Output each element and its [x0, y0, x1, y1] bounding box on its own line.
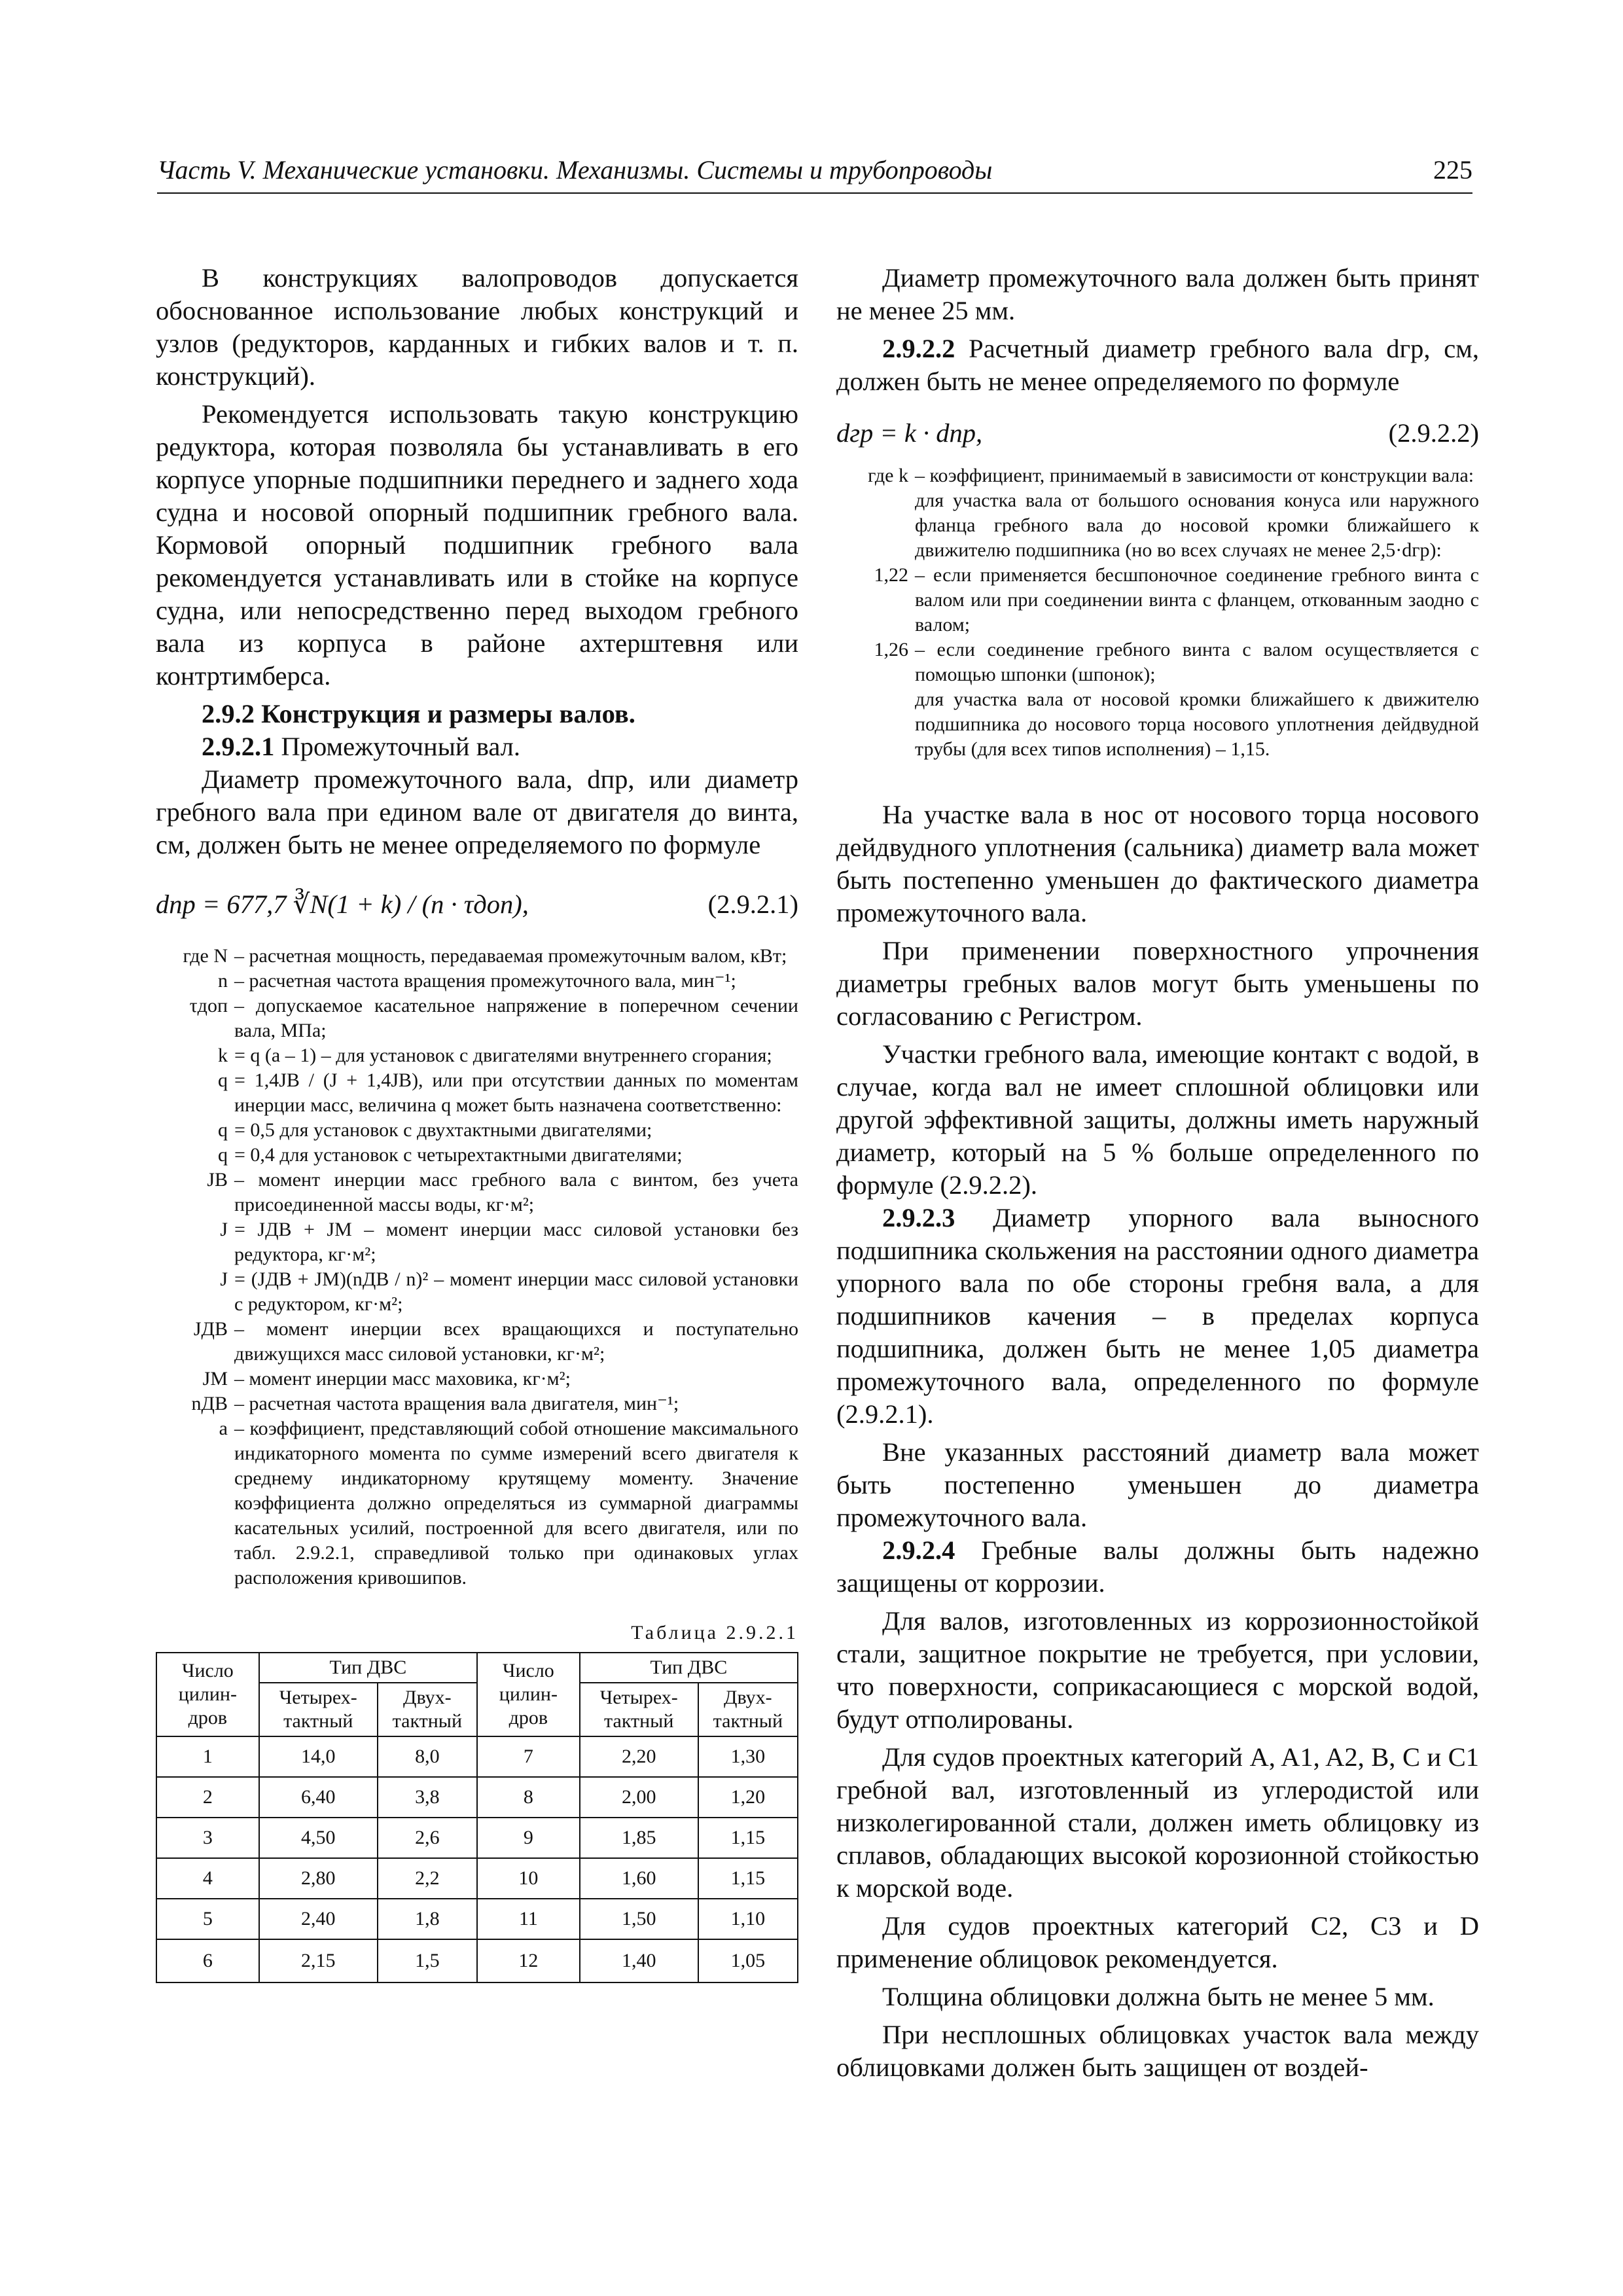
paragraph-text: Гребные валы должны быть надежно защищены от коррозии.	[836, 1535, 1480, 1598]
subsection-number: 2.9.2.2	[882, 334, 955, 363]
table-cell: 1,15	[698, 1858, 798, 1899]
legend-symbol: где k	[868, 465, 908, 486]
legend-item	[156, 1367, 798, 1391]
table-cell: 10	[477, 1858, 580, 1899]
subsection-2-9-2-3	[836, 1202, 1479, 1431]
legend-item	[156, 1267, 798, 1317]
col-header-cylinders: Число цилин-дров	[477, 1653, 580, 1736]
legend-text: для участка вала от носовой кромки ближайшего к движителю подшипника до носового торца носового уплотнения дейдвудной трубы (для всех типов исполнения) – 1,15.	[915, 689, 1479, 760]
paragraph-text: Расчетный диаметр гребного вала dгр, см, должен быть не менее определяемого по формуле	[836, 334, 1479, 396]
table-cell: 1,20	[698, 1777, 798, 1818]
legend-item	[836, 463, 1479, 488]
subsection-heading	[156, 730, 798, 763]
legend-symbol: n	[218, 970, 228, 992]
legend-symbol: 1,26	[874, 639, 908, 660]
paragraph: При несплошных облицовках участок вала между облицовками должен быть защищен от воздей-	[836, 2020, 1479, 2082]
paragraph: На участке вала в нос от носового торца носового дейдвудного уплотнения (сальника) диаметр вала может быть постепенно уменьшен до фактического диаметра промежуточного вала.	[836, 800, 1479, 927]
legend-symbol: 1,22	[874, 564, 908, 586]
table-cell: 1,10	[698, 1899, 798, 1939]
page-header	[157, 154, 1472, 194]
formula-number: (2.9.2.2)	[1388, 418, 1479, 448]
table-cell: 2,2	[378, 1858, 477, 1899]
table-row	[156, 1939, 798, 1982]
legend-item	[836, 637, 1479, 687]
table-cell: 2,6	[378, 1818, 477, 1858]
legend-text: – расчетная мощность, передаваемая промежуточным валом, кВт;	[234, 945, 787, 967]
paragraph: Рекомендуется использовать такую конструкцию редуктора, которая позволяла бы устанавливать в его корпусе упорные подшипники переднего и заднего хода судна и носовой опорный подшипник гребного вала. Кормовой опорный подшипник гребного вала рекомендуется устанавливать или в стойке на корпусе судна, или непосредственно перед выходом гребного вала из корпуса в районе ахтерштевня или контртимберса.	[156, 399, 798, 691]
table-row	[156, 1777, 798, 1818]
col-header-engine-type: Тип ДВС	[580, 1653, 798, 1683]
legend-item	[156, 969, 798, 994]
table-cell: 6	[156, 1939, 259, 1982]
legend-text: – момент инерции всех вращающихся и поступательно движущихся масс силовой установки, кг·м²;	[234, 1318, 798, 1365]
table-cell: 1,30	[698, 1736, 798, 1777]
table-cell: 6,40	[259, 1777, 378, 1818]
legend-symbol: q	[218, 1069, 228, 1091]
legend-symbol: JМ	[202, 1368, 228, 1390]
legend-symbol: a	[219, 1418, 228, 1439]
formula-expression: dпр = 677,7 ∛N(1 + k) / (n · τдоп),	[156, 889, 529, 919]
table-cell: 1,05	[698, 1939, 798, 1982]
table-2-9-2-1	[156, 1652, 798, 1983]
col-header-two-stroke: Двух-тактный	[698, 1683, 798, 1736]
paragraph: Для судов проектных категорий A, A1, A2, B, C и C1 гребной вал, изготовленный из углеродистой или низколегированной стали, должен иметь облицовку из сплавов, обладающих высокой корозионной стойкостью к морской воде.	[836, 1742, 1479, 1903]
legend-symbol: k	[218, 1045, 228, 1066]
legend-item	[156, 944, 798, 969]
legend-item	[156, 994, 798, 1043]
legend-text: = (JДВ + JМ)(nДВ / n)² – момент инерции масс силовой установки с редуктором, кг·м²;	[234, 1268, 798, 1315]
legend-item	[156, 1068, 798, 1118]
table-cell: 14,0	[259, 1736, 378, 1777]
subsection-number: 2.9.2.1	[202, 732, 275, 761]
legend-text: – коэффициент, принимаемый в зависимости от конструкции вала:	[915, 465, 1474, 486]
legend-text: = JДВ + JМ – момент инерции масс силовой установки без редуктора, кг·м²;	[234, 1219, 798, 1265]
table-cell: 1,15	[698, 1818, 798, 1858]
formula-number: (2.9.2.1)	[707, 889, 798, 919]
table-row	[156, 1858, 798, 1899]
legend-symbol: q	[218, 1119, 228, 1141]
table-cell: 2,00	[580, 1777, 698, 1818]
legend-symbol: q	[218, 1144, 228, 1166]
legend-text: = q (a – 1) – для установок с двигателями внутреннего сгорания;	[234, 1045, 772, 1066]
legend-text: = 1,4JВ / (J + 1,4JВ), или при отсутствии данных по моментам инерции масс, величина q может быть назначена соответственно:	[234, 1069, 798, 1116]
table-caption: Таблица 2.9.2.1	[631, 1622, 798, 1643]
table-row	[156, 1736, 798, 1777]
legend-symbol: JВ	[207, 1169, 228, 1191]
table-cell: 1,5	[378, 1939, 477, 1982]
col-header-engine-type: Тип ДВС	[259, 1653, 477, 1683]
table-cell: 2,20	[580, 1736, 698, 1777]
table-cell: 2,15	[259, 1939, 378, 1982]
legend-text: = 0,5 для установок с двухтактными двигателями;	[234, 1119, 652, 1141]
subsection-2-9-2-2	[836, 332, 1479, 398]
legend-item	[156, 1043, 798, 1068]
legend-item	[836, 563, 1479, 637]
paragraph: В конструкциях валопроводов допускается обоснованное использование любых конструкций и узлов (редукторов, карданных и гибких валов и т. п. конструкций).	[156, 263, 798, 391]
paragraph: Диаметр промежуточного вала должен быть принят не менее 25 мм.	[836, 263, 1479, 325]
legend-text: – допускаемое касательное напряжение в поперечном сечении вала, МПа;	[234, 995, 798, 1041]
section-title: Конструкция и размеры валов.	[261, 699, 635, 728]
legend-symbol: J	[220, 1268, 228, 1290]
left-column	[156, 262, 798, 1983]
col-header-four-stroke: Четырех-тактный	[580, 1683, 698, 1736]
paragraph: Вне указанных расстояний диаметр вала может быть постепенно уменьшен до диаметра промежуточного вала.	[836, 1437, 1479, 1532]
table-cell: 1,85	[580, 1818, 698, 1858]
table-cell: 4,50	[259, 1818, 378, 1858]
col-header-cylinders: Число цилин-дров	[156, 1653, 259, 1736]
legend-item	[836, 687, 1479, 762]
page-number: 225	[1433, 155, 1472, 185]
legend-text: – расчетная частота вращения промежуточного вала, мин⁻¹;	[234, 970, 736, 992]
legend-text: = 0,4 для установок с четырехтактными двигателями;	[234, 1144, 683, 1166]
table-cell: 9	[477, 1818, 580, 1858]
table-cell: 8,0	[378, 1736, 477, 1777]
section-heading	[156, 698, 798, 730]
formula-2-9-2-1	[156, 884, 798, 925]
table-cell: 1,40	[580, 1939, 698, 1982]
table-cell: 1,60	[580, 1858, 698, 1899]
legend-text: для участка вала от большого основания конуса или наружного фланца гребного вала до носовой кромки ближайшего к движителю подшипника (но во всех случаях не менее 2,5·dгр):	[915, 490, 1479, 561]
formula-legend	[836, 463, 1479, 762]
paragraph: При применении поверхностного упрочнения диаметры гребных валов могут быть уменьшены по согласованию с Регистром.	[836, 936, 1479, 1031]
header-rule	[157, 192, 1472, 194]
legend-symbol: J	[220, 1219, 228, 1240]
legend-text: – момент инерции масс гребного вала с винтом, без учета присоединенной массы воды, кг·м²;	[234, 1169, 798, 1215]
table-cell: 4	[156, 1858, 259, 1899]
paragraph: Участки гребного вала, имеющие контакт с водой, в случае, когда вал не имеет сплошной облицовки или другой эффективной защиты, должны иметь наружный диаметр, который на 5 % больше определенного по формуле (2.9.2.2).	[836, 1039, 1479, 1200]
table-body	[156, 1736, 798, 1982]
table-cell: 2	[156, 1777, 259, 1818]
table-cell: 3,8	[378, 1777, 477, 1818]
table-cell: 3	[156, 1818, 259, 1858]
right-column	[836, 262, 1479, 2084]
legend-item	[836, 488, 1479, 563]
legend-item	[156, 1143, 798, 1168]
legend-text: – коэффициент, представляющий собой отношение максимального индикаторного момента по сумме измерений всего двигателя к среднему индикаторному крутящему моменту. Значение коэффициента должно определяться из суммарной диаграммы касательных усилий, построенной для всего двигателя, или по табл. 2.9.2.1, справедливой только при одинаковых углах расположения кривошипов.	[234, 1418, 798, 1588]
table-row	[156, 1818, 798, 1858]
formula-2-9-2-2	[836, 412, 1479, 454]
formula-legend	[156, 944, 798, 1590]
table-cell: 8	[477, 1777, 580, 1818]
legend-item	[156, 1168, 798, 1217]
table-cell: 7	[477, 1736, 580, 1777]
col-header-two-stroke: Двух-тактный	[378, 1683, 477, 1736]
subsection-number: 2.9.2.3	[882, 1203, 955, 1232]
table-row	[156, 1899, 798, 1939]
paragraph: Толщина облицовки должна быть не менее 5 мм.	[882, 1982, 1435, 2011]
table-cell: 1,8	[378, 1899, 477, 1939]
table-cell: 2,80	[259, 1858, 378, 1899]
legend-text: – момент инерции масс маховика, кг·м²;	[234, 1368, 571, 1390]
paragraph: Для валов, изготовленных из коррозионностойкой стали, защитное покрытие не требуется, при условии, что поверхности, соприкасающиеся с морской водой, будут отполированы.	[836, 1606, 1479, 1734]
section-number: 2.9.2	[202, 699, 255, 728]
legend-text: – расчетная частота вращения вала двигателя, мин⁻¹;	[234, 1393, 679, 1414]
legend-text: – если применяется бесшпоночное соединение гребного винта с валом или при соединении винта с фланцем, откованным заодно с валом;	[915, 564, 1479, 636]
subsection-number: 2.9.2.4	[882, 1535, 955, 1565]
running-title: Часть V. Механические установки. Механизмы. Системы и трубопроводы	[157, 155, 993, 185]
paragraph: Для судов проектных категорий C2, C3 и D применение облицовок рекомендуется.	[836, 1911, 1479, 1973]
table-cell: 12	[477, 1939, 580, 1982]
legend-symbol: где N	[183, 945, 228, 967]
subsection-title: Промежуточный вал.	[281, 732, 520, 761]
table-cell: 1,50	[580, 1899, 698, 1939]
legend-item	[156, 1317, 798, 1367]
formula-expression: dгр = k · dпр,	[836, 418, 983, 448]
table-cell: 1	[156, 1736, 259, 1777]
paragraph-text: Диаметр упорного вала выносного подшипника скольжения на расстоянии одного диаметра упорного вала по обе стороны гребня вала, а для подшипников качения – в пределах корпуса подшипника, должен быть не менее 1,05 диаметра промежуточного вала, определенного по формуле (2.9.2.1).	[836, 1203, 1480, 1429]
legend-symbol: nДВ	[191, 1393, 228, 1414]
legend-symbol: τдоп	[189, 995, 228, 1016]
legend-item	[156, 1118, 798, 1143]
legend-item	[156, 1416, 798, 1590]
legend-symbol: JДВ	[193, 1318, 228, 1340]
paragraph: Диаметр промежуточного вала, dпр, или диаметр гребного вала при едином вале от двигателя до винта, см, должен быть не менее определяемого по формуле	[156, 764, 798, 859]
subsection-2-9-2-4	[836, 1534, 1479, 1600]
legend-text: – если соединение гребного винта с валом осуществляется с помощью шпонки (шпонок);	[915, 639, 1479, 685]
legend-item	[156, 1391, 798, 1416]
legend-item	[156, 1217, 798, 1267]
table-cell: 11	[477, 1899, 580, 1939]
table-cell: 5	[156, 1899, 259, 1939]
table-cell: 2,40	[259, 1899, 378, 1939]
col-header-four-stroke: Четырех-тактный	[259, 1683, 378, 1736]
